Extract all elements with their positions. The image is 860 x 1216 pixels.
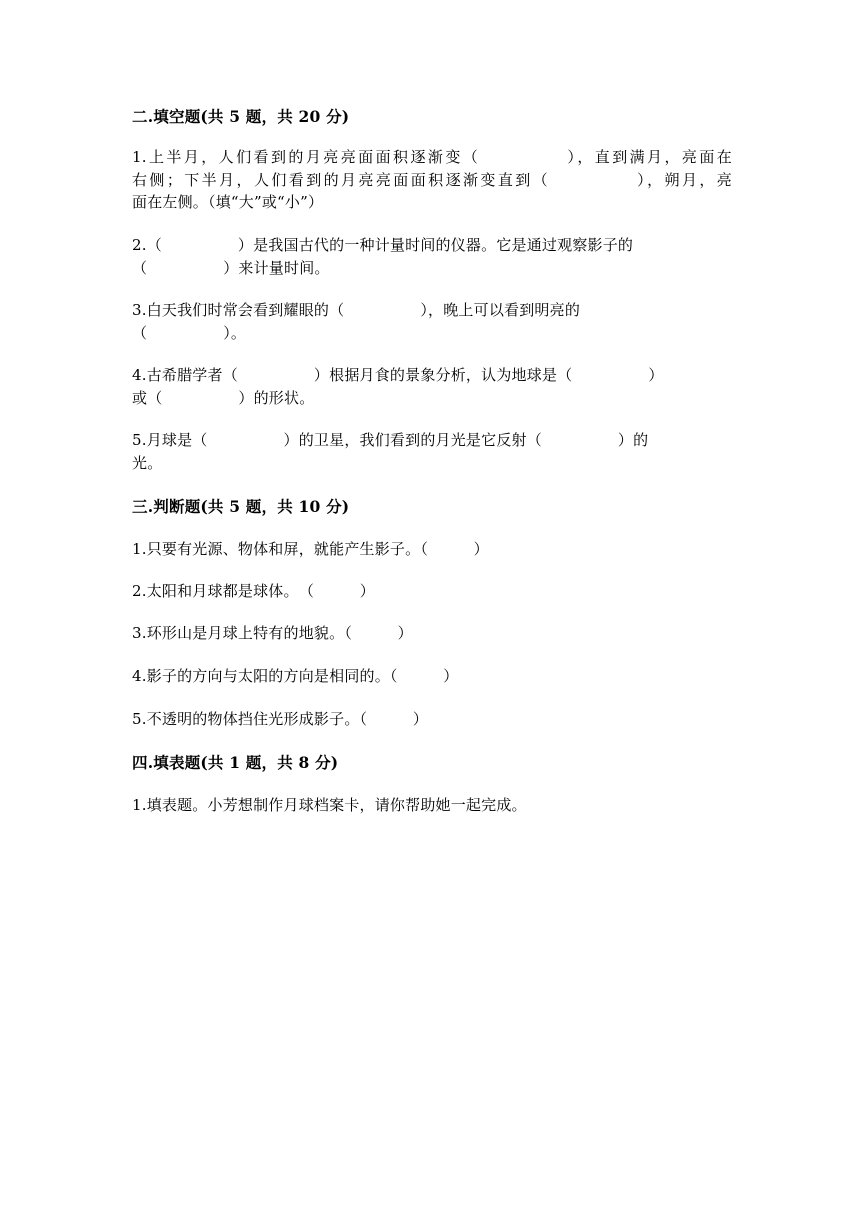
section-heading-text: 三.判断题(共 5 题，共 10 分)	[132, 497, 350, 516]
question-fill-2	[132, 234, 732, 279]
question-line: 4.影子的方向与太阳的方向是相同的。（ ）	[132, 667, 459, 685]
question-line: 或（ ）的形状。	[132, 388, 315, 407]
question-line: （ ）来计量时间。	[132, 258, 330, 277]
section-heading-judgment	[132, 496, 732, 519]
section-heading-text: 四.填表题(共 1 题，共 8 分)	[132, 753, 339, 772]
section-heading-fill-blank	[132, 106, 732, 129]
question-line: 5.不透明的物体挡住光形成影子。（ ）	[132, 710, 429, 728]
question-judge-1	[132, 538, 732, 561]
question-line: 右侧；下半月，人们看到的月亮亮面面积逐渐变直到（ ），朔月，亮	[132, 170, 732, 189]
question-fill-3	[132, 299, 732, 344]
question-fill-4	[132, 364, 732, 409]
question-line: 面在左侧。（填“大”或“小”）	[132, 193, 324, 211]
question-line: 1.填表题。小芳想制作月球档案卡，请你帮助她一起完成。	[132, 796, 527, 814]
question-line: 1.上半月，人们看到的月亮亮面面积逐渐变（ ），直到满月，亮面在	[132, 148, 732, 166]
question-judge-5	[132, 708, 732, 731]
question-judge-4	[132, 665, 732, 688]
question-line: 2.（ ）是我国古代的一种计量时间的仪器。它是通过观察影子的	[132, 236, 634, 254]
question-line: 5.月球是（ ）的卫星，我们看到的月光是它反射（ ）的	[132, 431, 649, 449]
question-line: 2.太阳和月球都是球体。 （ ）	[132, 582, 375, 600]
question-fill-1	[132, 146, 732, 214]
question-judge-2	[132, 580, 732, 603]
section-heading-text: 二.填空题(共 5 题，共 20 分)	[132, 107, 350, 126]
question-line: 光。	[132, 453, 163, 472]
question-line: 4.古希腊学者（ ）根据月食的景象分析，认为地球是（ ）	[132, 366, 664, 384]
question-line: 3.白天我们时常会看到耀眼的（ ），晚上可以看到明亮的	[132, 301, 581, 319]
question-fill-5	[132, 429, 732, 474]
question-line: 3.环形山是月球上特有的地貌。（ ）	[132, 624, 413, 642]
section-heading-table	[132, 752, 732, 775]
question-line: 1.只要有光源、物体和屏，就能产生影子。（ ）	[132, 540, 489, 558]
question-line: （ ）。	[132, 323, 247, 342]
question-table-1	[132, 794, 732, 817]
question-judge-3	[132, 622, 732, 645]
